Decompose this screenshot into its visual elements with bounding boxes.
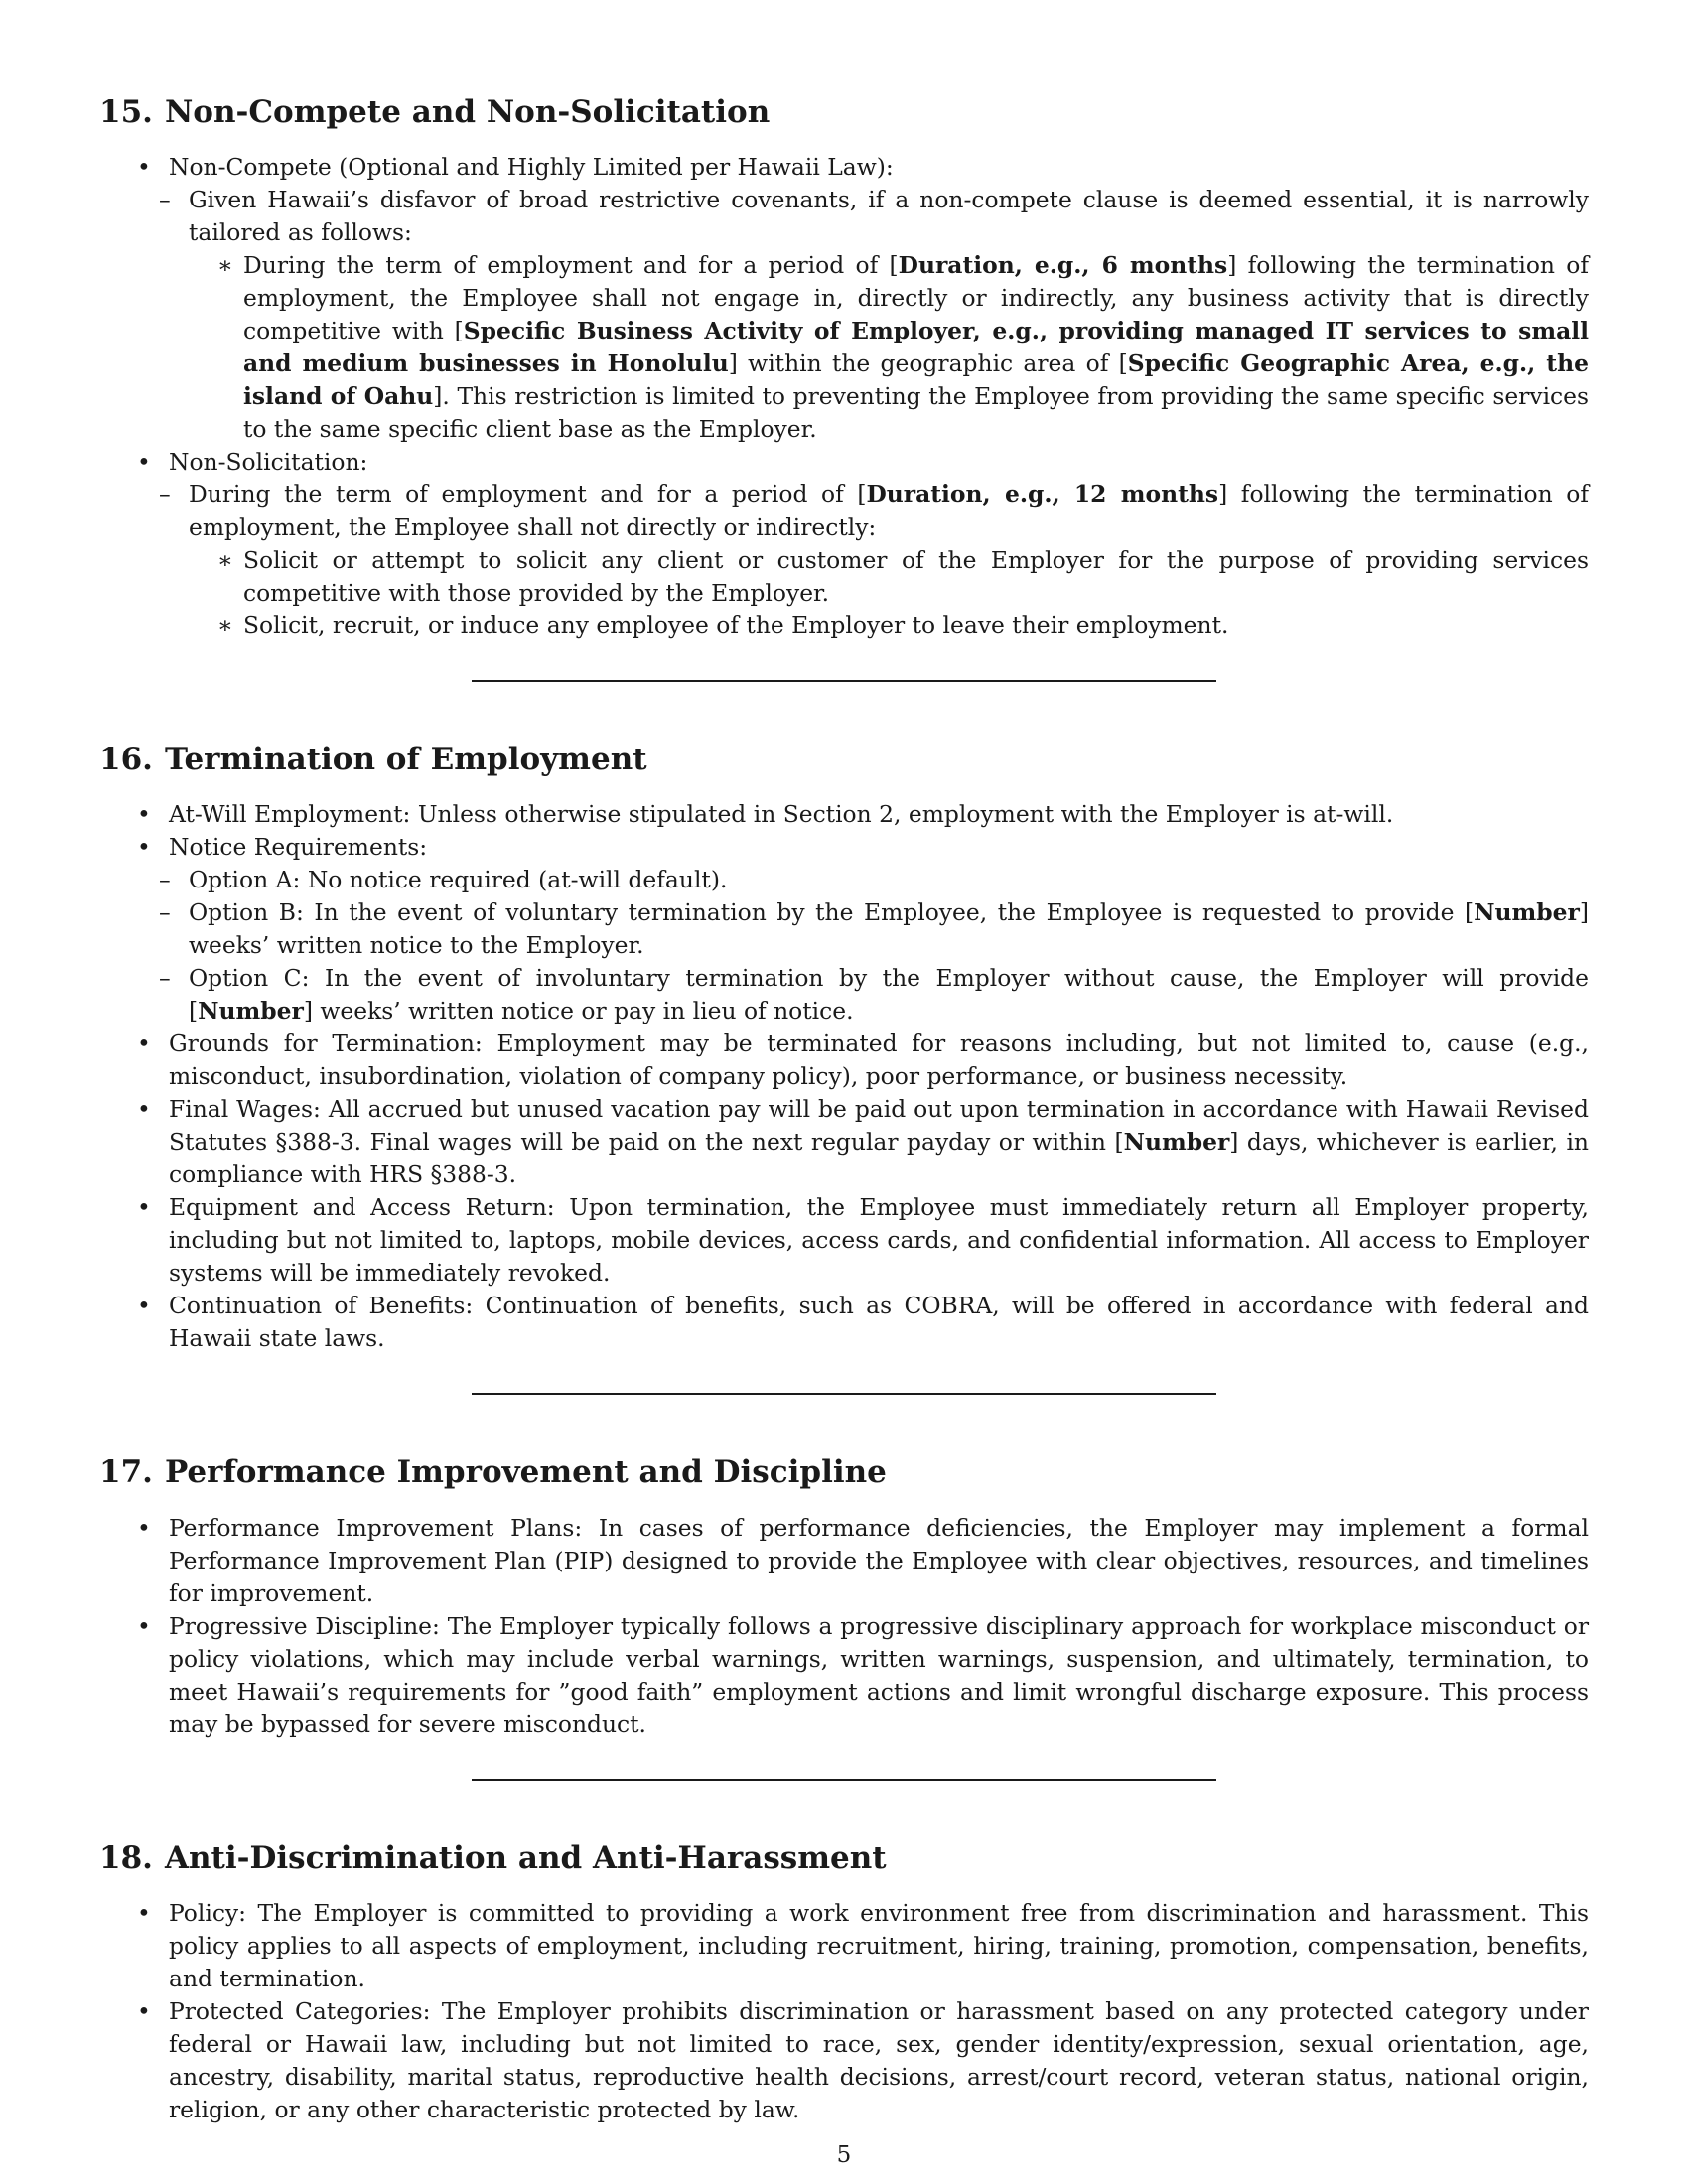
text-run: ] days, whichever is earlier, in compliance with HRS §388-3. xyxy=(169,1128,1589,1189)
list-item xyxy=(213,249,1589,446)
page-number: 5 xyxy=(836,2142,852,2168)
section-title: Non-Compete and Non-Solicitation xyxy=(164,94,771,130)
text-run: Option B: In the event of voluntary termination by the Employee, the Employee is requested to provide [ xyxy=(189,898,1475,927)
list-item xyxy=(129,896,1589,962)
text-run: ] within the geographic area of [ xyxy=(728,349,1128,378)
document-page xyxy=(99,94,1589,2126)
list-item: • At-Will Employment: Unless otherwise stipulated in Section 2, employment with the Employer is at-will. xyxy=(99,798,1589,831)
placeholder-duration: Duration, e.g., 6 months xyxy=(898,251,1228,280)
section-18-heading xyxy=(99,1841,1589,1877)
section-divider xyxy=(472,1779,1216,1781)
text-run: ] following the termination of employment, the Employee shall not directly or indirectly: xyxy=(189,480,1590,542)
list-item: • Performance Improvement Plans: In cases of performance deficiencies, the Employer may implement a formal Performance Improvement Plan (PIP) designed to provide the Employee with clear objectives, resources, and timelines for improvement. xyxy=(99,1512,1589,1610)
noncompete-label: Non-Compete (Optional and Highly Limited per Hawaii Law): xyxy=(169,153,894,182)
text-run: During the term of employment and for a period of [ xyxy=(243,251,899,280)
section-title: Termination of Employment xyxy=(164,742,647,778)
section-title: Performance Improvement and Discipline xyxy=(164,1454,887,1491)
nonsolicit-label: Non-Solicitation: xyxy=(169,448,368,477)
noncompete-intro: Given Hawaii’s disfavor of broad restrictive covenants, if a non-compete clause is deemed essential, it is narrowly tailored as follows: xyxy=(189,186,1589,247)
section-number: 15. xyxy=(99,94,153,130)
section-16 xyxy=(99,742,1589,1395)
text-run: Final Wages: All accrued but unused vacation pay will be paid out upon termination in accordance with Hawaii Revised Statutes §388-3. Final wages will be paid on the next regular payday or within [ xyxy=(169,1095,1589,1157)
section-15-heading xyxy=(99,94,1589,131)
list-item xyxy=(129,478,1589,642)
list-item: • Continuation of Benefits: Continuation of benefits, such as COBRA, will be offered in accordance with federal and Hawaii state laws. xyxy=(99,1290,1589,1355)
text-run: During the term of employment and for a period of [ xyxy=(189,480,867,509)
list-item: ∗ Solicit, recruit, or induce any employee of the Employer to leave their employment. xyxy=(213,610,1589,642)
section-16-heading xyxy=(99,742,1589,778)
list-item: ∗ Solicit or attempt to solicit any client or customer of the Employer for the purpose of providing services competitive with those provided by the Employer. xyxy=(213,544,1589,610)
list-item: • Progressive Discipline: The Employer typically follows a progressive disciplinary approach for workplace misconduct or policy violations, which may include verbal warnings, written warnings, suspension, and ultimately, termination, to meet Hawaii’s requirements for ”good faith” employment actions and limit wrongful discharge exposure. This process may be bypassed for severe misconduct. xyxy=(99,1610,1589,1741)
section-18 xyxy=(99,1841,1589,2126)
section-number: 18. xyxy=(99,1840,153,1876)
list-item: • Equipment and Access Return: Upon termination, the Employee must immediately return all Employer property, including but not limited to, laptops, mobile devices, access cards, and confidential information. All access to Employer systems will be immediately revoked. xyxy=(99,1191,1589,1290)
placeholder-geographic-area: Specific Geographic Area, e.g., the island of Oahu xyxy=(243,349,1590,411)
placeholder-number: Number xyxy=(1474,898,1580,927)
section-15 xyxy=(99,94,1589,682)
list-item: • Grounds for Termination: Employment may be terminated for reasons including, but not limited to, cause (e.g., misconduct, insubordination, violation of company policy), poor performance, or business necessity. xyxy=(99,1027,1589,1093)
list-item xyxy=(99,831,1589,1027)
placeholder-business-activity: Specific Business Activity of Employer, e.g., providing managed IT services to small and medium businesses in Honolulu xyxy=(243,317,1589,378)
placeholder-number: Number xyxy=(1123,1128,1230,1157)
list-item: – Option A: No notice required (at-will default). xyxy=(129,864,1589,896)
section-number: 17. xyxy=(99,1454,153,1491)
section-divider xyxy=(472,1393,1216,1395)
list-item: • Policy: The Employer is committed to providing a work environment free from discrimination and harassment. This policy applies to all aspects of employment, including recruitment, hiring, training, promotion, compensation, benefits, and termination. xyxy=(99,1897,1589,1995)
text-run: ]. This restriction is limited to preventing the Employee from providing the same specific services to the same specific client base as the Employer. xyxy=(243,382,1589,444)
section-title: Anti-Discrimination and Anti-Harassment xyxy=(164,1840,887,1876)
notice-label: Notice Requirements: xyxy=(169,833,428,862)
list-item xyxy=(129,184,1589,446)
list-item: • Protected Categories: The Employer prohibits discrimination or harassment based on any protected category under federal or Hawaii law, including but not limited to race, sex, gender identity/expression, sexual orientation, age, ancestry, disability, marital status, reproductive health decisions, arrest/court record, veteran status, national origin, religion, or any other characteristic protected by law. xyxy=(99,1995,1589,2126)
list-item xyxy=(99,1093,1589,1191)
list-item xyxy=(99,446,1589,642)
list-item xyxy=(99,151,1589,446)
text-run: Option C: In the event of involuntary termination by the Employer without cause, the Employer will provide [ xyxy=(189,964,1589,1025)
list-item xyxy=(129,962,1589,1027)
section-17-heading xyxy=(99,1454,1589,1491)
text-run: ] weeks’ written notice or pay in lieu of notice. xyxy=(303,997,854,1025)
section-number: 16. xyxy=(99,742,153,778)
section-divider xyxy=(472,680,1216,682)
placeholder-number: Number xyxy=(198,997,304,1025)
text-run: ] following the termination of employment, the Employee shall not engage in, directly or indirectly, any business activity that is directly competitive with [ xyxy=(243,251,1590,345)
text-run: ] weeks’ written notice to the Employer. xyxy=(189,898,1589,960)
placeholder-duration: Duration, e.g., 12 months xyxy=(866,480,1219,509)
section-17 xyxy=(99,1454,1589,1780)
